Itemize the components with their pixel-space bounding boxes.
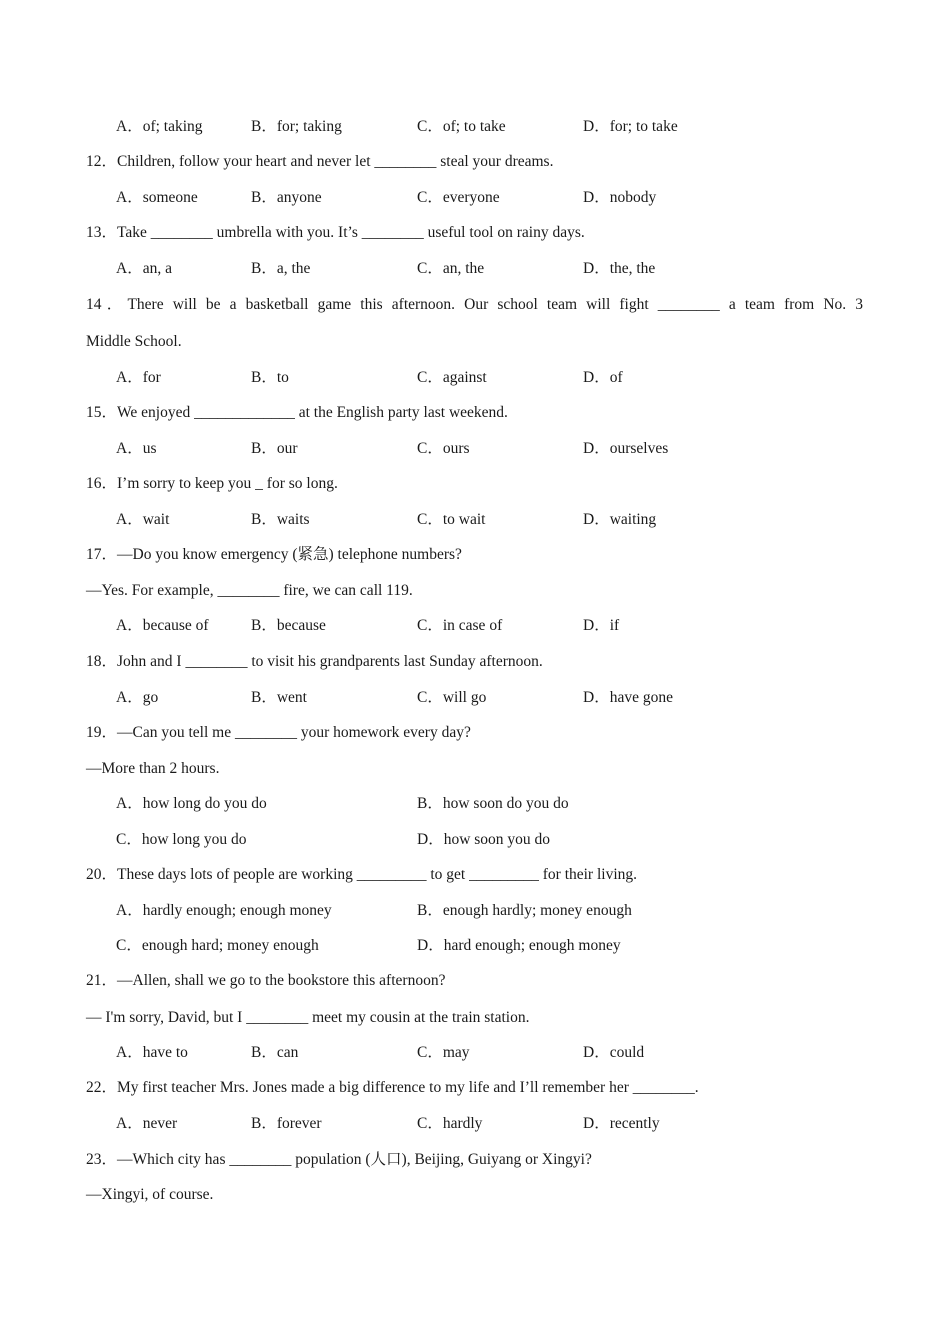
q14-option-c: C．against <box>417 369 487 386</box>
q21-option-d: D．could <box>583 1044 645 1061</box>
q17-stem-line2: —Yes. For example, ________ fire, we can call 119. <box>86 582 413 599</box>
q20-option-d: D．hard enough; enough money <box>417 937 621 954</box>
q12-stem: 12．Children, follow your heart and never let ________ steal your dreams. <box>86 153 554 170</box>
q20-stem: 20．These days lots of people are working _________ to get _________ for their living. <box>86 866 638 883</box>
q15-stem: 15．We enjoyed _____________ at the English party last weekend. <box>86 404 508 421</box>
q17-stem-line1: 17．—Do you know emergency (紧急) telephone numbers? <box>86 546 462 563</box>
q16-stem: 16．I’m sorry to keep you _ for so long. <box>86 475 338 492</box>
q14-option-b: B．to <box>251 369 289 386</box>
q16-option-a: A．wait <box>116 511 170 528</box>
q13-stem: 13．Take ________ umbrella with you. It’s ________ useful tool on rainy days. <box>86 224 585 241</box>
q18-stem: 18．John and I ________ to visit his grandparents last Sunday afternoon. <box>86 653 543 670</box>
q12-option-b: B．anyone <box>251 189 322 206</box>
q19-option-a: A．how long do you do <box>116 795 267 812</box>
q11-option-b: B．for; taking <box>251 118 342 135</box>
q16-option-c: C．to wait <box>417 511 486 528</box>
q17-option-b: B．because <box>251 617 326 634</box>
q18-option-c: C．will go <box>417 689 487 706</box>
q11-option-a: A．of; taking <box>116 118 203 135</box>
q11-option-d: D．for; to take <box>583 118 678 135</box>
q13-option-b: B．a, the <box>251 260 311 277</box>
q22-option-c: C．hardly <box>417 1115 483 1132</box>
q12-option-d: D．nobody <box>583 189 657 206</box>
q21-stem-line1: 21．—Allen, shall we go to the bookstore this afternoon? <box>86 972 446 989</box>
q12-option-c: C．everyone <box>417 189 500 206</box>
q17-option-a: A．because of <box>116 617 209 634</box>
q15-option-a: A．us <box>116 440 157 457</box>
q19-option-b: B．how soon do you do <box>417 795 569 812</box>
q23-stem-line2: —Xingyi, of course. <box>86 1186 214 1203</box>
q22-option-a: A．never <box>116 1115 178 1132</box>
q17-option-d: D．if <box>583 617 620 634</box>
q12-option-a: A．someone <box>116 189 198 206</box>
q22-option-b: B．forever <box>251 1115 322 1132</box>
q21-option-a: A．have to <box>116 1044 188 1061</box>
q19-option-c: C．how long you do <box>116 831 247 848</box>
q22-option-d: D．recently <box>583 1115 660 1132</box>
q17-option-c: C．in case of <box>417 617 503 634</box>
q15-option-b: B．our <box>251 440 298 457</box>
q16-option-b: B．waits <box>251 511 310 528</box>
q13-option-c: C．an, the <box>417 260 485 277</box>
q14-stem-line1: 14．There will be a basketball game this afternoon. Our school team will fight ________ a team from No. 3 <box>86 296 863 313</box>
q22-stem: 22．My first teacher Mrs. Jones made a big difference to my life and I’ll remember her ________. <box>86 1079 699 1096</box>
q20-option-b: B．enough hardly; money enough <box>417 902 632 919</box>
q19-stem-line1: 19．—Can you tell me ________ your homework every day? <box>86 724 471 741</box>
q14-stem-line2: Middle School. <box>86 333 182 350</box>
q19-option-d: D．how soon you do <box>417 831 551 848</box>
q18-option-d: D．have gone <box>583 689 673 706</box>
q13-option-a: A．an, a <box>116 260 172 277</box>
q14-option-d: D．of <box>583 369 623 386</box>
q15-option-d: D．ourselves <box>583 440 669 457</box>
q21-option-c: C．may <box>417 1044 470 1061</box>
q18-option-b: B．went <box>251 689 307 706</box>
q18-option-a: A．go <box>116 689 159 706</box>
q21-option-b: B．can <box>251 1044 299 1061</box>
q15-option-c: C．ours <box>417 440 470 457</box>
q16-option-d: D．waiting <box>583 511 657 528</box>
q23-stem-line1: 23．—Which city has ________ population (人口), Beijing, Guiyang or Xingyi? <box>86 1151 592 1168</box>
q20-option-a: A．hardly enough; enough money <box>116 902 332 919</box>
q14-option-a: A．for <box>116 369 161 386</box>
q20-option-c: C．enough hard; money enough <box>116 937 319 954</box>
q21-stem-line2: — I'm sorry, David, but I ________ meet my cousin at the train station. <box>86 1009 530 1026</box>
q19-stem-line2: —More than 2 hours. <box>86 760 220 777</box>
q11-option-c: C．of; to take <box>417 118 506 135</box>
q13-option-d: D．the, the <box>583 260 656 277</box>
